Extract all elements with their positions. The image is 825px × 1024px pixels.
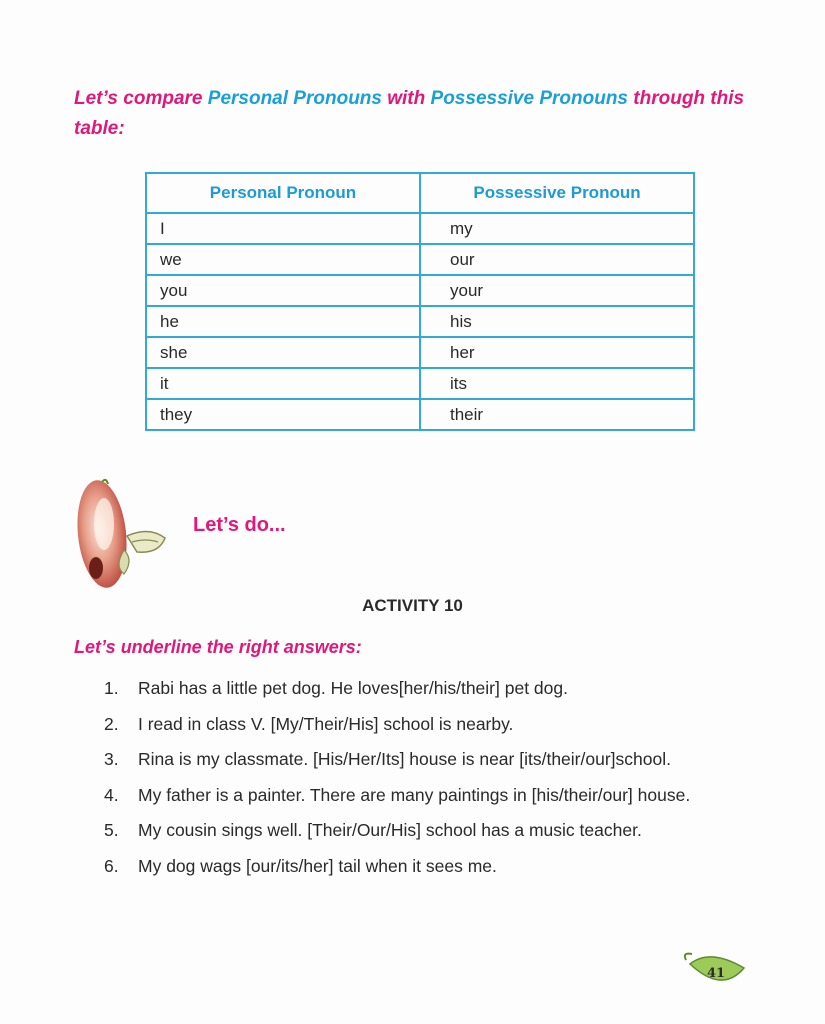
table-row [146, 368, 694, 399]
seed-mascot-icon [72, 476, 182, 596]
table-row [146, 306, 694, 337]
personal-cell: it [146, 368, 420, 399]
question-number: 5. [104, 820, 119, 840]
heading-part-5: through this table: [74, 88, 745, 139]
table-header-row [146, 173, 694, 213]
personal-cell: she [146, 337, 420, 368]
question-text: My father is a painter. There are many paintings in [his/their/our] house. [138, 784, 691, 805]
table-row [146, 399, 694, 430]
list-item [104, 854, 690, 890]
possessive-cell: our [420, 244, 694, 275]
personal-cell: he [146, 306, 420, 337]
table-row [146, 275, 694, 306]
personal-cell: you [146, 275, 420, 306]
header-possessive-pronoun: Possessive Pronoun [420, 173, 694, 213]
question-number: 1. [104, 678, 119, 698]
list-item [104, 783, 690, 819]
heading-part-3: with [387, 88, 426, 109]
question-list [104, 676, 690, 889]
table-row [146, 213, 694, 244]
personal-cell: I [146, 213, 420, 244]
list-item [104, 818, 690, 854]
activity-instruction: Let’s underline the right answers: [74, 637, 362, 657]
possessive-cell: my [420, 213, 694, 244]
possessive-cell: their [420, 399, 694, 430]
possessive-cell: her [420, 337, 694, 368]
pronoun-comparison-table [145, 172, 695, 431]
table-row [146, 337, 694, 368]
question-text: Rina is my classmate. [His/Her/Its] house is near [its/their/our]school. [138, 749, 671, 769]
question-text: My dog wags [our/its/her] tail when it sees me. [138, 855, 497, 876]
list-item [104, 676, 690, 712]
question-number: 3. [104, 749, 119, 769]
list-item [104, 747, 690, 783]
question-text: Rabi has a little pet dog. He loves[her/his/their] pet dog. [138, 678, 568, 698]
section-heading [74, 84, 764, 144]
possessive-cell: its [420, 368, 694, 399]
possessive-cell: your [420, 275, 694, 306]
question-number: 6. [104, 855, 119, 876]
question-number: 2. [104, 713, 119, 734]
page-number: 41 [706, 966, 726, 981]
personal-cell: we [146, 244, 420, 275]
lets-do-heading: Let’s do... [193, 514, 286, 536]
personal-cell: they [146, 399, 420, 430]
heading-personal-pronouns: Personal Pronouns [207, 88, 382, 109]
heading-possessive-pronouns: Possessive Pronouns [430, 88, 628, 109]
question-text: I read in class V. [My/Their/His] school is nearby. [138, 713, 514, 734]
page-number-leaf [680, 950, 750, 998]
possessive-cell: his [420, 306, 694, 337]
question-text: My cousin sings well. [Their/Our/His] school has a music teacher. [138, 820, 642, 840]
leaf-stem-icon [685, 954, 692, 960]
list-item [104, 712, 690, 748]
question-number: 4. [104, 784, 119, 805]
table-row [146, 244, 694, 275]
heading-part-1: Let’s compare [74, 88, 203, 109]
header-personal-pronoun: Personal Pronoun [146, 173, 420, 213]
activity-title: ACTIVITY 10 [362, 596, 463, 615]
